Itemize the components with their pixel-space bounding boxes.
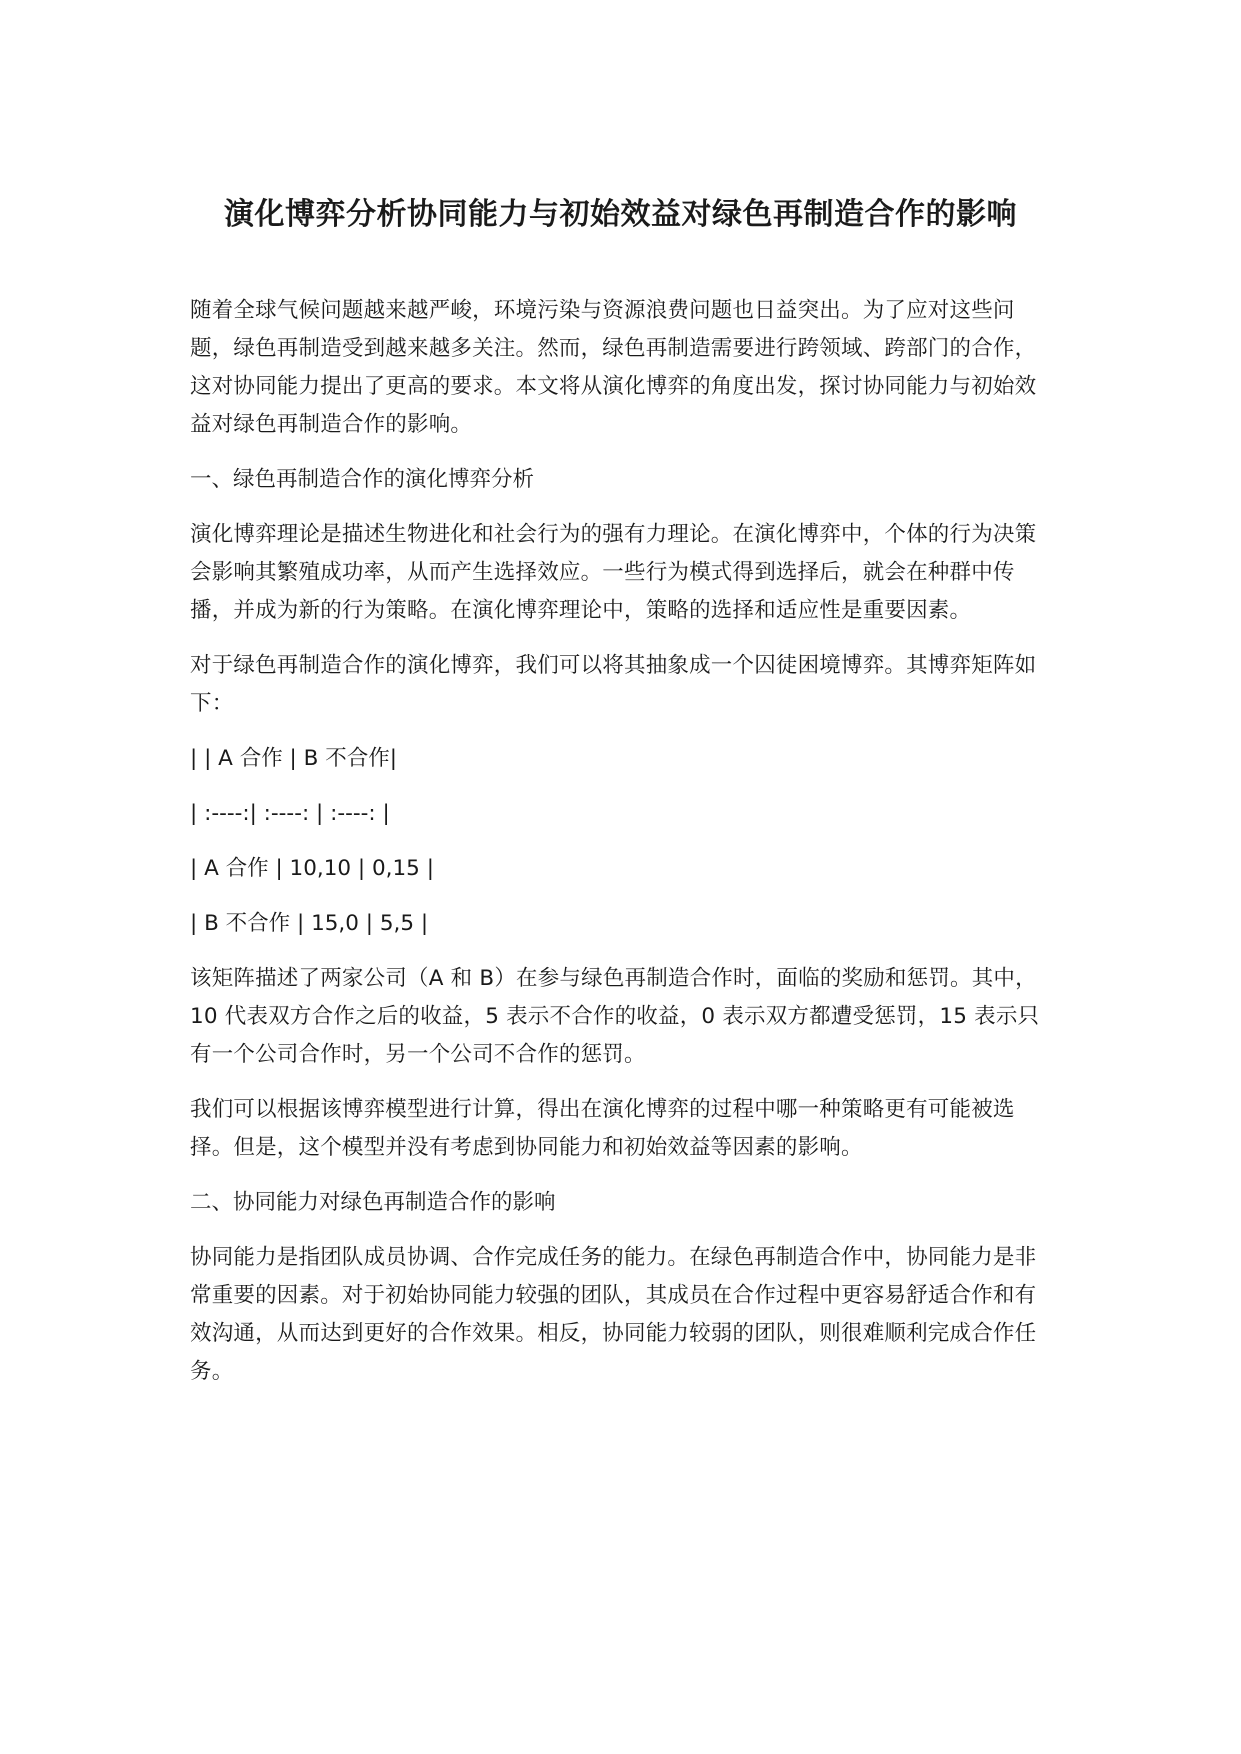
matrix-row-a: | A 合作 | 10,10 | 0,15 |: [190, 856, 434, 881]
section-heading-1: 一、绿色再制造合作的演化博弈分析: [190, 467, 535, 492]
model-limitation-paragraph: 我们可以根据该博弈模型进行计算，得出在演化博弈的过程中哪一种策略更有可能被选择。但是，这个模型并没有考虑到协同能力和初始效益等因素的影响。: [190, 1097, 1015, 1160]
matrix-row-b: | B 不合作 | 15,0 | 5,5 |: [190, 911, 429, 936]
matrix-header-row: | | A 合作 | B 不合作|: [190, 746, 397, 771]
intro-paragraph: 随着全球气候问题越来越严峻，环境污染与资源浪费问题也日益突出。为了应对这些问题，绿色再制造受到越来越多关注。然而，绿色再制造需要进行跨领域、跨部门的合作，这对协同能力提出了更高的要求。本文将从演化博弈的角度出发，探讨协同能力与初始效益对绿色再制造合作的影响。: [190, 298, 1037, 437]
matrix-intro-paragraph: 对于绿色再制造合作的演化博弈，我们可以将其抽象成一个囚徒困境博弈。其博弈矩阵如下：: [190, 653, 1037, 716]
synergy-paragraph: 协同能力是指团队成员协调、合作完成任务的能力。在绿色再制造合作中，协同能力是非常重要的因素。对于初始协同能力较强的团队，其成员在合作过程中更容易舒适合作和有效沟通，从而达到更好的合作效果。相反，协同能力较弱的团队，则很难顺利完成合作任务。: [190, 1245, 1037, 1384]
theory-paragraph: 演化博弈理论是描述生物进化和社会行为的强有力理论。在演化博弈中，个体的行为决策会影响其繁殖成功率，从而产生选择效应。一些行为模式得到选择后，就会在种群中传播，并成为新的行为策略。在演化博弈理论中，策略的选择和适应性是重要因素。: [190, 522, 1037, 623]
matrix-align-row: | :----:| :----: | :----: |: [190, 801, 390, 826]
document-title: 演化博弈分析协同能力与初始效益对绿色再制造合作的影响: [224, 197, 1017, 232]
document-body: [190, 292, 1051, 1391]
section-heading-2: 二、协同能力对绿色再制造合作的影响: [190, 1190, 556, 1215]
matrix-explanation-paragraph: 该矩阵描述了两家公司（A 和 B）在参与绿色再制造合作时，面临的奖励和惩罚。其中，10 代表双方合作之后的收益，5 表示不合作的收益，0 表示双方都遭受惩罚，15 表示只有一个公司合作时，另一个公司不合作的惩罚。: [190, 966, 1040, 1067]
